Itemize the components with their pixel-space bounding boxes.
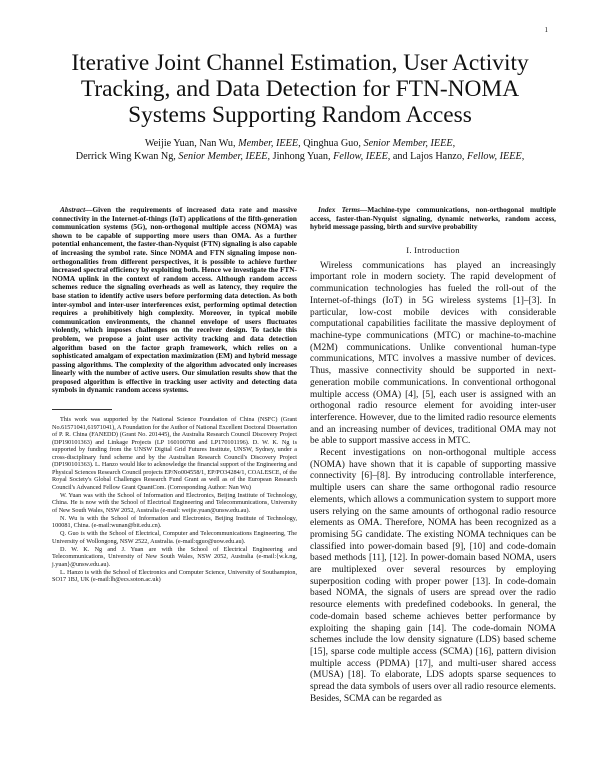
footnote-funding: This work was supported by the National Science Foundation of China (NSFC) (Grant No.61571041,61971041), A Foundation for the Author of National Excellent Doctoral Dissertation of P. R. China (FANEDD) (Grant No. 201445), the Australia Research Council Discovery Project (DP190101363) and Linkage Projects (LP 160100708 and LP170101196). D. W. K. Ng is supported by funding from the UNSW Digital Grid Futures Institute, UNSW, Sydney, under a cross-disciplinary fund scheme and by the Australian Research Council's Discovery Project (DP190101363). L. Hanzo would like to acknowledge the financial support of the Engineering and Physical Sciences Research Council projects EP/No004558/1, EP/PO34284/1, COALESCE, of the Royal Society's Global Challenges Research Fund Grant as well as of the European Research Council's Advanced Fellow Grant QuantCom. (Corresponding Author: Nan Wu) <box>52 416 297 491</box>
footnote-affiliation: N. Wu is with the School of Information and Electronics, Beijing Institute of Technology, 100081, China. (e-mail:wunan@bit.edu.cn). <box>52 514 297 530</box>
paper-title: Iterative Joint Channel Estimation, User Activity Tracking, and Data Detection for FTN-NOMA Systems Supporting Random Access <box>71 50 529 128</box>
index-terms-label: Index Terms <box>318 205 361 214</box>
section-heading-introduction: I. Introduction <box>406 244 460 255</box>
abstract-label: Abstract <box>60 205 86 214</box>
author-line-2: Derrick Wing Kwan Ng, Senior Member, IEEE, Jinhong Yuan, Fellow, IEEE, and Lajos Hanzo, Fellow, IEEE, <box>75 151 525 162</box>
page-number: 1 <box>544 26 548 34</box>
intro-paragraph: Recent investigations on non-orthogonal multiple access (NOMA) have shown that it is capable of supporting massive connectivity [6]–[8]. By introducing controllable interference, multiple users can share the same orthogonal radio resource elements, which allows a communication system to support more users relying on the same amounts of orthogonal radio resource elements as OMA. Therefore, NOMA has been recognized as a promising 5G candidate. The existing NOMA techniques can be classified into power-domain based [9], [10] and code-domain based methods [11], [12]. In power-domain based NOMA, users are multiplexed over several resources by employing superposition coding with proper power [13]. In code-domain based NOMA, the signals of users are spread over the radio resource elements with predefined codebooks. In general, the code-domain based scheme achieves better performance by exploiting the shaping gain [14]. The code-domain NOMA schemes include the low density signature (LDS) based scheme [15], sparse code multiple access (SCMA) [16], pattern division multiple access (PDMA) [17], and multi-user shared access (MUSA) [18]. To elaborate, LDS adopts sparse sequences to spread the data symbols of users over all radio resource elements. Besides, SCMA can be regarded as <box>310 448 557 704</box>
abstract <box>52 206 297 395</box>
right-column <box>310 206 556 706</box>
author-list <box>40 137 560 163</box>
footnote-divider <box>52 409 112 410</box>
footnote-affiliation: Q. Guo is with the School of Electrical, Computer and Telecommunications Engineering, The University of Wollongong, NSW 2522, Australia. (e-mail:qguo@uow.edu.au). <box>52 530 297 545</box>
intro-paragraph: Wireless communications has played an increasingly important role in modern society. The rapid development of communication technologies has fueled the roll-out of the Internet-of-things (IoT) in 5G wireless systems [1]–[3]. In particular, low-cost mobile devices with considerable computational capabilities facilitate the massive deployment of machine-type communications (MTC) or machine-to-machine (M2M) communications. Unlike conventional human-type communications, MTC involves a massive number of devices. Thus, massive connectivity should be supported in next-generation mobile communications. In conventional orthogonal multiple access (OMA) [4], [5], each user is assigned with an orthogonal radio resource element for avoiding inter-user interference. However, due to the limited radio resource elements and an increasing number of devices, traditional OMA may not be able to support massive access in MTC. <box>310 260 556 447</box>
index-terms <box>310 206 556 232</box>
footnote-affiliation: L. Hanzo is with the School of Electronics and Computer Science, University of Southampton, SO17 1BJ, UK (e-mail:lh@ecs.soton.ac.uk) <box>52 568 297 584</box>
footnote-affiliation: W. Yuan was with the School of Information and Electronics, Beijing Institute of Technology, China. He is now with the School of Electrical Engineering and Telecommunications, University of New South Wales, NSW 2052, Australia (e-mail: weijie.yuan@unsw.edu.au). <box>52 491 297 514</box>
index-terms-text: —Machine-type communications, non-orthogonal multiple access, faster-than-Nyquist signaling, dynamic networks, random access, hybrid message passing, birth and survive probability <box>310 205 556 232</box>
author-line-1: Weijie Yuan, Nan Wu, Member, IEEE, Qinghua Guo, Senior Member, IEEE, <box>144 138 456 149</box>
left-column <box>52 206 297 584</box>
footnote-affiliation: D. W. K. Ng and J. Yuan are with the School of Electrical Engineering and Telecommunications, University of New South Wales, NSW 2052, Australia (e-mail:{w.k.ng, j.yuan}@unsw.edu.au). <box>52 545 297 568</box>
abstract-text: —Given the requirements of increased data rate and massive connectivity in the Internet-of-things (IoT) applications of the fifth-generation communication systems (5G), non-orthogonal multiple access (NOMA) was shown to be capable of supporting more users than OMA. As a further potential enhancement, the faster-than-Nyquist (FTN) signaling is also capable of increasing the symbol rate. Since NOMA and FTN signaling impose non-orthogonalities from different perspectives, it is possible to achieve further increased spectral efficiency by exploiting both. Hence we investigate the FTN-NOMA uplink in the context of random access. Although random access schemes reduce the signaling overheads as well as latency, they require the base station to identify active users before performing data detection. As both inter-symbol and inter-user interferences exist, performing optimal detection requires a prohibitively high complexity. Moreover, in typical mobile communication environments, the channel envelope of users fluctuates violently, which imposes challenges on the receiver design. To tackle this problem, we propose a joint user activity tracking and data detection algorithm based on the factor graph framework, which relies on a sophisticated amalgam of expectation maximization (EM) and hybrid message passing algorithms. The complexity of the algorithm advocated only increases linearly with the number of active users. Our simulation results show that the proposed algorithm is effective in tracking user activity and detecting data symbols in dynamic random access systems. <box>52 205 297 395</box>
